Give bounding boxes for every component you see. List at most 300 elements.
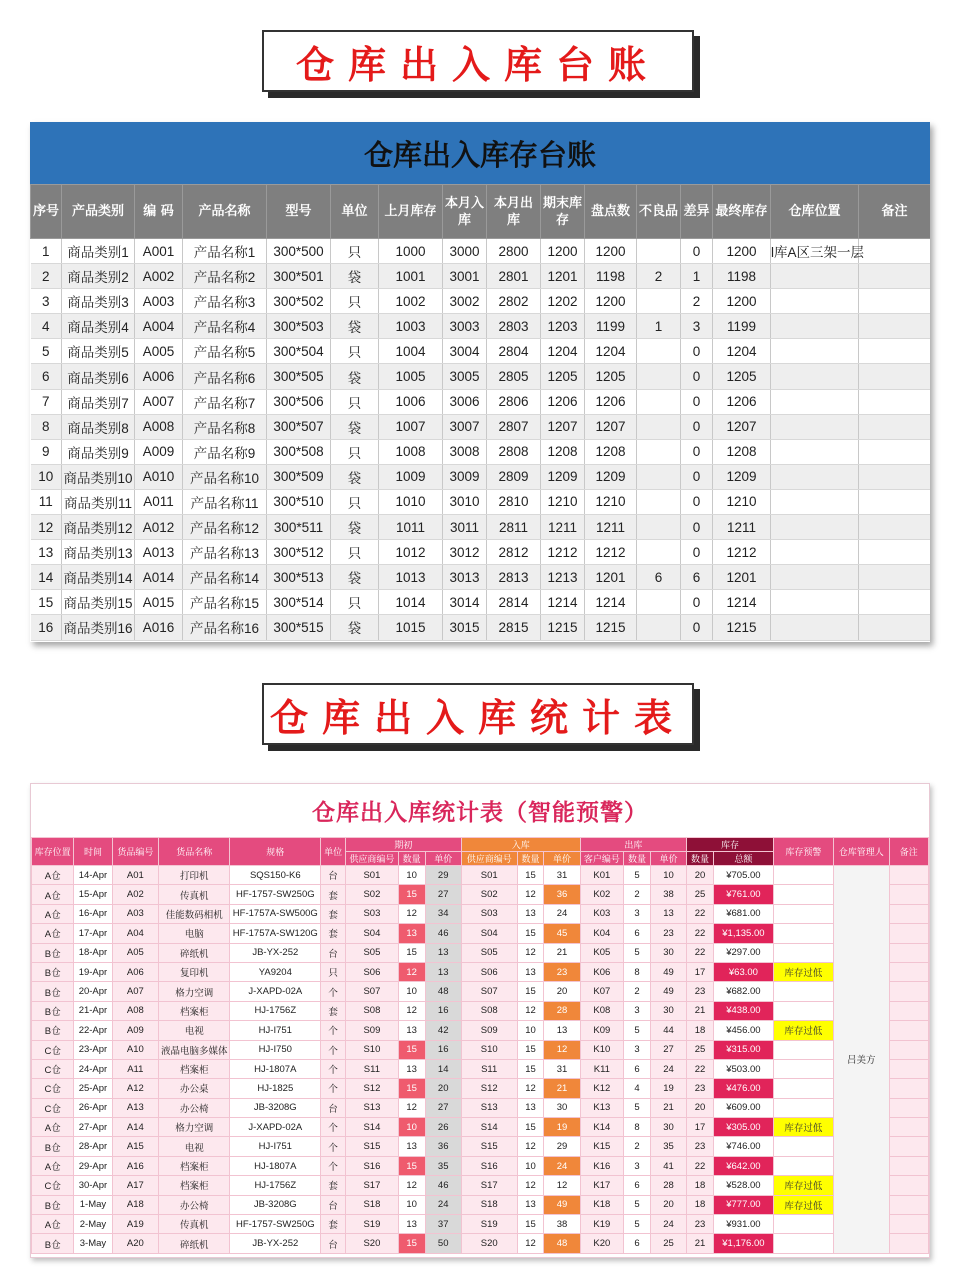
stats-cell-opening-qty[interactable]: 12 <box>398 1176 425 1195</box>
ledger-cell-remark[interactable] <box>859 264 931 289</box>
stats-cell-name[interactable]: 档案柜 <box>159 1059 230 1078</box>
stats-cell-spec[interactable]: YA9204 <box>230 962 321 981</box>
ledger-cell-in[interactable]: 3006 <box>443 389 487 414</box>
stats-cell-code[interactable]: A14 <box>112 1118 158 1137</box>
stats-cell-code[interactable]: A07 <box>112 982 158 1001</box>
stats-cell-stock-total[interactable]: ¥476.00 <box>713 1079 773 1098</box>
stats-cell-outbound-qty[interactable]: 2 <box>624 982 651 1001</box>
ledger-cell-final[interactable]: 1207 <box>713 414 771 439</box>
stats-cell-date[interactable]: 16-Apr <box>74 904 112 923</box>
stats-cell-name[interactable]: 电视 <box>159 1021 230 1040</box>
stats-cell-opening-supplier[interactable]: S13 <box>346 1098 399 1117</box>
ledger-cell-diff[interactable]: 0 <box>681 414 713 439</box>
stats-cell-alert[interactable]: 库存过低 <box>773 1195 833 1214</box>
ledger-cell-remark[interactable] <box>859 615 931 640</box>
stats-cell-spec[interactable]: J-XAPD-02A <box>230 982 321 1001</box>
stats-cell-inbound-qty[interactable]: 15 <box>517 924 544 943</box>
ledger-cell-remark[interactable] <box>859 364 931 389</box>
stats-cell-inbound-price[interactable]: 21 <box>544 943 580 962</box>
ledger-cell-category[interactable]: 商品类别10 <box>62 464 135 489</box>
ledger-cell-seq[interactable]: 9 <box>31 439 62 464</box>
stats-cell-unit[interactable]: 个 <box>321 1059 346 1078</box>
stats-cell-inbound-qty[interactable]: 15 <box>517 866 544 885</box>
stats-cell-opening-supplier[interactable]: S01 <box>346 866 399 885</box>
stats-cell-name[interactable]: 电脑 <box>159 924 230 943</box>
stats-cell-stock-qty[interactable]: 17 <box>687 1118 714 1137</box>
stats-cell-outbound-qty[interactable]: 2 <box>624 1137 651 1156</box>
ledger-cell-seq[interactable]: 1 <box>31 239 62 264</box>
stats-cell-stock-total[interactable]: ¥1,135.00 <box>713 924 773 943</box>
stats-cell-unit[interactable]: 台 <box>321 1234 346 1253</box>
stats-cell-inbound-qty[interactable]: 15 <box>517 1215 544 1234</box>
ledger-cell-closing[interactable]: 1215 <box>541 615 585 640</box>
stats-cell-inbound-price[interactable]: 48 <box>544 1234 580 1253</box>
ledger-cell-seq[interactable]: 2 <box>31 264 62 289</box>
ledger-cell-diff[interactable]: 0 <box>681 439 713 464</box>
ledger-cell-final[interactable]: 1200 <box>713 289 771 314</box>
stats-cell-opening-price[interactable]: 50 <box>425 1234 461 1253</box>
stats-cell-stock-qty[interactable]: 22 <box>687 1059 714 1078</box>
stats-cell-opening-supplier[interactable]: S07 <box>346 982 399 1001</box>
stats-cell-alert[interactable] <box>773 924 833 943</box>
stats-cell-unit[interactable]: 台 <box>321 866 346 885</box>
stats-cell-outbound-customer[interactable]: K01 <box>580 866 623 885</box>
stats-cell-outbound-price[interactable]: 27 <box>650 1040 686 1059</box>
stats-cell-spec[interactable]: JB-YX-252 <box>230 1234 321 1253</box>
ledger-cell-code[interactable]: A008 <box>135 414 183 439</box>
stats-cell-alert[interactable] <box>773 1156 833 1175</box>
stats-cell-inbound-qty[interactable]: 12 <box>517 1001 544 1020</box>
stats-cell-opening-price[interactable]: 34 <box>425 904 461 923</box>
ledger-cell-last-month[interactable]: 1000 <box>379 239 443 264</box>
stats-cell-outbound-qty[interactable]: 3 <box>624 1001 651 1020</box>
stats-cell-inbound-qty[interactable]: 15 <box>517 1118 544 1137</box>
stats-cell-outbound-price[interactable]: 35 <box>650 1137 686 1156</box>
ledger-cell-final[interactable]: 1212 <box>713 540 771 565</box>
stats-cell-code[interactable]: A09 <box>112 1021 158 1040</box>
ledger-cell-out[interactable]: 2805 <box>487 364 541 389</box>
stats-cell-inbound-price[interactable]: 36 <box>544 885 580 904</box>
ledger-cell-category[interactable]: 商品类别6 <box>62 364 135 389</box>
stats-cell-spec[interactable]: HJ-I751 <box>230 1021 321 1040</box>
stats-cell-alert[interactable] <box>773 982 833 1001</box>
stats-cell-unit[interactable]: 个 <box>321 1118 346 1137</box>
ledger-cell-counted[interactable]: 1204 <box>585 339 637 364</box>
ledger-cell-final[interactable]: 1211 <box>713 515 771 540</box>
stats-cell-code[interactable]: A11 <box>112 1059 158 1078</box>
ledger-cell-unit[interactable]: 袋 <box>331 615 379 640</box>
stats-cell-spec[interactable]: JB-3208G <box>230 1098 321 1117</box>
ledger-cell-in[interactable]: 3013 <box>443 565 487 590</box>
stats-cell-opening-supplier[interactable]: S05 <box>346 943 399 962</box>
ledger-cell-unit[interactable]: 只 <box>331 339 379 364</box>
stats-cell-opening-qty[interactable]: 15 <box>398 1156 425 1175</box>
stats-cell-opening-qty[interactable]: 10 <box>398 866 425 885</box>
ledger-cell-remark[interactable] <box>859 590 931 615</box>
ledger-cell-in[interactable]: 3007 <box>443 414 487 439</box>
ledger-cell-last-month[interactable]: 1004 <box>379 339 443 364</box>
ledger-cell-unit[interactable]: 只 <box>331 389 379 414</box>
stats-cell-opening-qty[interactable]: 12 <box>398 1098 425 1117</box>
ledger-cell-unit[interactable]: 只 <box>331 489 379 514</box>
stats-cell-stock-qty[interactable]: 18 <box>687 1176 714 1195</box>
ledger-cell-seq[interactable]: 16 <box>31 615 62 640</box>
stats-cell-opening-supplier[interactable]: S20 <box>346 1234 399 1253</box>
ledger-cell-defective[interactable]: 1 <box>637 314 681 339</box>
ledger-cell-location[interactable] <box>771 439 859 464</box>
ledger-cell-unit[interactable]: 袋 <box>331 515 379 540</box>
stats-cell-outbound-customer[interactable]: K08 <box>580 1001 623 1020</box>
stats-cell-inbound-qty[interactable]: 15 <box>517 1059 544 1078</box>
stats-cell-stock-qty[interactable]: 25 <box>687 885 714 904</box>
ledger-cell-out[interactable]: 2801 <box>487 264 541 289</box>
stats-cell-stock-qty[interactable]: 22 <box>687 904 714 923</box>
ledger-cell-out[interactable]: 2800 <box>487 239 541 264</box>
stats-cell-opening-price[interactable]: 26 <box>425 1118 461 1137</box>
stats-cell-opening-qty[interactable]: 10 <box>398 1195 425 1214</box>
stats-cell-name[interactable]: 佳能数码相机 <box>159 904 230 923</box>
stats-cell-opening-supplier[interactable]: S03 <box>346 904 399 923</box>
ledger-cell-out[interactable]: 2812 <box>487 540 541 565</box>
stats-cell-location[interactable]: A仓 <box>32 924 74 943</box>
stats-cell-remark[interactable] <box>889 1098 928 1117</box>
ledger-cell-unit[interactable]: 袋 <box>331 414 379 439</box>
stats-cell-unit[interactable]: 台 <box>321 943 346 962</box>
ledger-cell-model[interactable]: 300*508 <box>267 439 331 464</box>
stats-cell-unit[interactable]: 只 <box>321 962 346 981</box>
ledger-cell-final[interactable]: 1204 <box>713 339 771 364</box>
ledger-cell-category[interactable]: 商品类别4 <box>62 314 135 339</box>
stats-cell-inbound-supplier[interactable]: S03 <box>461 904 517 923</box>
ledger-cell-diff[interactable]: 0 <box>681 339 713 364</box>
ledger-cell-closing[interactable]: 1212 <box>541 540 585 565</box>
ledger-cell-code[interactable]: A007 <box>135 389 183 414</box>
ledger-cell-final[interactable]: 1215 <box>713 615 771 640</box>
stats-cell-opening-qty[interactable]: 15 <box>398 885 425 904</box>
ledger-cell-remark[interactable] <box>859 314 931 339</box>
stats-cell-outbound-customer[interactable]: K17 <box>580 1176 623 1195</box>
ledger-cell-diff[interactable]: 0 <box>681 464 713 489</box>
ledger-cell-seq[interactable]: 13 <box>31 540 62 565</box>
ledger-cell-remark[interactable] <box>859 565 931 590</box>
stats-cell-spec[interactable]: HJ-1756Z <box>230 1176 321 1195</box>
ledger-cell-defective[interactable] <box>637 389 681 414</box>
stats-cell-inbound-supplier[interactable]: S11 <box>461 1059 517 1078</box>
stats-cell-stock-qty[interactable]: 21 <box>687 1001 714 1020</box>
stats-cell-inbound-supplier[interactable]: S07 <box>461 982 517 1001</box>
stats-cell-inbound-price[interactable]: 23 <box>544 962 580 981</box>
ledger-cell-location[interactable] <box>771 314 859 339</box>
stats-cell-outbound-qty[interactable]: 5 <box>624 1098 651 1117</box>
stats-cell-spec[interactable]: HF-1757A-SW120G <box>230 924 321 943</box>
stats-cell-opening-price[interactable]: 37 <box>425 1215 461 1234</box>
ledger-cell-name[interactable]: 产品名称15 <box>183 590 267 615</box>
stats-cell-stock-total[interactable]: ¥609.00 <box>713 1098 773 1117</box>
ledger-cell-counted[interactable]: 1210 <box>585 489 637 514</box>
ledger-cell-in[interactable]: 3014 <box>443 590 487 615</box>
ledger-cell-code[interactable]: A016 <box>135 615 183 640</box>
stats-cell-opening-supplier[interactable]: S04 <box>346 924 399 943</box>
stats-cell-location[interactable]: C仓 <box>32 1079 74 1098</box>
stats-cell-opening-supplier[interactable]: S11 <box>346 1059 399 1078</box>
ledger-cell-location[interactable] <box>771 540 859 565</box>
ledger-cell-category[interactable]: 商品类别11 <box>62 489 135 514</box>
ledger-cell-diff[interactable]: 0 <box>681 615 713 640</box>
ledger-cell-diff[interactable]: 0 <box>681 239 713 264</box>
stats-cell-unit[interactable]: 套 <box>321 1176 346 1195</box>
stats-cell-outbound-price[interactable]: 24 <box>650 1059 686 1078</box>
stats-cell-outbound-price[interactable]: 25 <box>650 1234 686 1253</box>
stats-cell-code[interactable]: A10 <box>112 1040 158 1059</box>
stats-cell-opening-supplier[interactable]: S10 <box>346 1040 399 1059</box>
stats-cell-date[interactable]: 15-Apr <box>74 885 112 904</box>
stats-cell-date[interactable]: 22-Apr <box>74 1021 112 1040</box>
stats-cell-stock-qty[interactable]: 25 <box>687 1040 714 1059</box>
ledger-cell-last-month[interactable]: 1006 <box>379 389 443 414</box>
stats-cell-name[interactable]: 复印机 <box>159 962 230 981</box>
stats-cell-outbound-price[interactable]: 23 <box>650 924 686 943</box>
stats-cell-code[interactable]: A12 <box>112 1079 158 1098</box>
ledger-cell-diff[interactable]: 0 <box>681 540 713 565</box>
ledger-cell-closing[interactable]: 1211 <box>541 515 585 540</box>
ledger-cell-model[interactable]: 300*500 <box>267 239 331 264</box>
ledger-cell-defective[interactable] <box>637 464 681 489</box>
stats-cell-inbound-price[interactable]: 30 <box>544 1098 580 1117</box>
stats-cell-outbound-price[interactable]: 30 <box>650 1001 686 1020</box>
stats-cell-alert[interactable]: 库存过低 <box>773 1176 833 1195</box>
stats-cell-opening-price[interactable]: 46 <box>425 924 461 943</box>
ledger-cell-counted[interactable]: 1206 <box>585 389 637 414</box>
stats-cell-remark[interactable] <box>889 943 928 962</box>
stats-cell-spec[interactable]: J-XAPD-02A <box>230 1118 321 1137</box>
ledger-cell-in[interactable]: 3008 <box>443 439 487 464</box>
stats-cell-outbound-price[interactable]: 49 <box>650 982 686 1001</box>
stats-cell-spec[interactable]: HJ-1807A <box>230 1156 321 1175</box>
stats-cell-unit[interactable]: 个 <box>321 1040 346 1059</box>
ledger-cell-last-month[interactable]: 1013 <box>379 565 443 590</box>
ledger-cell-remark[interactable] <box>859 289 931 314</box>
stats-cell-alert[interactable] <box>773 1098 833 1117</box>
stats-cell-inbound-supplier[interactable]: S04 <box>461 924 517 943</box>
ledger-cell-last-month[interactable]: 1012 <box>379 540 443 565</box>
stats-cell-location[interactable]: B仓 <box>32 962 74 981</box>
ledger-cell-unit[interactable]: 只 <box>331 590 379 615</box>
stats-cell-date[interactable]: 29-Apr <box>74 1156 112 1175</box>
stats-cell-location[interactable]: B仓 <box>32 1195 74 1214</box>
stats-cell-location[interactable]: C仓 <box>32 1176 74 1195</box>
stats-cell-opening-price[interactable]: 27 <box>425 1098 461 1117</box>
stats-cell-location[interactable]: B仓 <box>32 1021 74 1040</box>
stats-cell-opening-price[interactable]: 16 <box>425 1040 461 1059</box>
ledger-cell-in[interactable]: 3004 <box>443 339 487 364</box>
stats-cell-outbound-price[interactable]: 41 <box>650 1156 686 1175</box>
stats-cell-date[interactable]: 25-Apr <box>74 1079 112 1098</box>
ledger-cell-counted[interactable]: 1215 <box>585 615 637 640</box>
stats-cell-opening-supplier[interactable]: S09 <box>346 1021 399 1040</box>
stats-cell-stock-total[interactable]: ¥305.00 <box>713 1118 773 1137</box>
ledger-cell-unit[interactable]: 袋 <box>331 364 379 389</box>
stats-cell-inbound-qty[interactable]: 13 <box>517 962 544 981</box>
ledger-cell-location[interactable]: l库A区三架一层 <box>771 239 859 264</box>
stats-cell-inbound-qty[interactable]: 15 <box>517 982 544 1001</box>
ledger-cell-closing[interactable]: 1200 <box>541 239 585 264</box>
ledger-cell-seq[interactable]: 5 <box>31 339 62 364</box>
stats-cell-spec[interactable]: JB-3208G <box>230 1195 321 1214</box>
stats-cell-inbound-price[interactable]: 21 <box>544 1079 580 1098</box>
ledger-cell-out[interactable]: 2804 <box>487 339 541 364</box>
ledger-cell-last-month[interactable]: 1010 <box>379 489 443 514</box>
stats-cell-opening-price[interactable]: 48 <box>425 982 461 1001</box>
stats-cell-outbound-price[interactable]: 30 <box>650 943 686 962</box>
stats-cell-opening-qty[interactable]: 12 <box>398 904 425 923</box>
ledger-cell-out[interactable]: 2810 <box>487 489 541 514</box>
stats-cell-name[interactable]: 液晶电脑多媒体 <box>159 1040 230 1059</box>
stats-cell-opening-price[interactable]: 24 <box>425 1195 461 1214</box>
ledger-cell-in[interactable]: 3012 <box>443 540 487 565</box>
stats-cell-remark[interactable] <box>889 885 928 904</box>
ledger-cell-name[interactable]: 产品名称3 <box>183 289 267 314</box>
stats-cell-alert[interactable] <box>773 1137 833 1156</box>
stats-cell-opening-supplier[interactable]: S02 <box>346 885 399 904</box>
ledger-cell-defective[interactable] <box>637 339 681 364</box>
ledger-cell-in[interactable]: 3009 <box>443 464 487 489</box>
stats-cell-inbound-supplier[interactable]: S09 <box>461 1021 517 1040</box>
ledger-cell-name[interactable]: 产品名称7 <box>183 389 267 414</box>
stats-cell-stock-qty[interactable]: 22 <box>687 924 714 943</box>
stats-cell-date[interactable]: 21-Apr <box>74 1001 112 1020</box>
stats-cell-opening-price[interactable]: 29 <box>425 866 461 885</box>
stats-cell-location[interactable]: B仓 <box>32 982 74 1001</box>
stats-cell-opening-price[interactable]: 13 <box>425 962 461 981</box>
stats-cell-opening-qty[interactable]: 13 <box>398 924 425 943</box>
stats-cell-inbound-qty[interactable]: 12 <box>517 885 544 904</box>
ledger-cell-unit[interactable]: 袋 <box>331 314 379 339</box>
stats-cell-outbound-price[interactable]: 28 <box>650 1176 686 1195</box>
stats-cell-opening-price[interactable]: 16 <box>425 1001 461 1020</box>
ledger-cell-last-month[interactable]: 1007 <box>379 414 443 439</box>
stats-cell-inbound-supplier[interactable]: S16 <box>461 1156 517 1175</box>
ledger-cell-counted[interactable]: 1214 <box>585 590 637 615</box>
stats-cell-opening-supplier[interactable]: S17 <box>346 1176 399 1195</box>
stats-cell-unit[interactable]: 个 <box>321 1137 346 1156</box>
ledger-cell-seq[interactable]: 12 <box>31 515 62 540</box>
stats-cell-code[interactable]: A06 <box>112 962 158 981</box>
stats-cell-code[interactable]: A16 <box>112 1156 158 1175</box>
stats-cell-date[interactable]: 23-Apr <box>74 1040 112 1059</box>
stats-cell-stock-total[interactable]: ¥297.00 <box>713 943 773 962</box>
ledger-cell-location[interactable] <box>771 515 859 540</box>
stats-cell-stock-total[interactable]: ¥761.00 <box>713 885 773 904</box>
ledger-cell-name[interactable]: 产品名称1 <box>183 239 267 264</box>
stats-cell-inbound-qty[interactable]: 12 <box>517 1137 544 1156</box>
stats-cell-inbound-supplier[interactable]: S17 <box>461 1176 517 1195</box>
ledger-cell-name[interactable]: 产品名称10 <box>183 464 267 489</box>
ledger-cell-last-month[interactable]: 1002 <box>379 289 443 314</box>
stats-cell-name[interactable]: 传真机 <box>159 885 230 904</box>
stats-cell-outbound-customer[interactable]: K14 <box>580 1118 623 1137</box>
stats-cell-inbound-supplier[interactable]: S14 <box>461 1118 517 1137</box>
ledger-cell-code[interactable]: A003 <box>135 289 183 314</box>
stats-cell-name[interactable]: 档案柜 <box>159 1001 230 1020</box>
stats-cell-outbound-customer[interactable]: K02 <box>580 885 623 904</box>
stats-cell-location[interactable]: C仓 <box>32 1059 74 1078</box>
ledger-cell-counted[interactable]: 1207 <box>585 414 637 439</box>
stats-cell-outbound-price[interactable]: 10 <box>650 866 686 885</box>
ledger-cell-name[interactable]: 产品名称14 <box>183 565 267 590</box>
stats-cell-opening-supplier[interactable]: S16 <box>346 1156 399 1175</box>
stats-cell-opening-price[interactable]: 36 <box>425 1137 461 1156</box>
ledger-cell-location[interactable] <box>771 489 859 514</box>
ledger-cell-name[interactable]: 产品名称13 <box>183 540 267 565</box>
stats-cell-date[interactable]: 2-May <box>74 1215 112 1234</box>
stats-cell-stock-qty[interactable]: 20 <box>687 1098 714 1117</box>
stats-cell-alert[interactable] <box>773 1215 833 1234</box>
stats-cell-outbound-customer[interactable]: K03 <box>580 904 623 923</box>
stats-cell-code[interactable]: A18 <box>112 1195 158 1214</box>
stats-cell-name[interactable]: 档案柜 <box>159 1156 230 1175</box>
ledger-cell-unit[interactable]: 只 <box>331 239 379 264</box>
stats-cell-inbound-qty[interactable]: 13 <box>517 1195 544 1214</box>
stats-cell-remark[interactable] <box>889 904 928 923</box>
ledger-cell-seq[interactable]: 11 <box>31 489 62 514</box>
stats-cell-opening-qty[interactable]: 15 <box>398 1079 425 1098</box>
ledger-cell-out[interactable]: 2814 <box>487 590 541 615</box>
ledger-cell-last-month[interactable]: 1014 <box>379 590 443 615</box>
ledger-cell-code[interactable]: A013 <box>135 540 183 565</box>
stats-cell-stock-total[interactable]: ¥705.00 <box>713 866 773 885</box>
ledger-cell-code[interactable]: A004 <box>135 314 183 339</box>
ledger-cell-remark[interactable] <box>859 540 931 565</box>
stats-cell-outbound-qty[interactable]: 3 <box>624 904 651 923</box>
stats-cell-stock-qty[interactable]: 23 <box>687 1079 714 1098</box>
stats-cell-inbound-price[interactable]: 24 <box>544 1156 580 1175</box>
stats-cell-opening-supplier[interactable]: S08 <box>346 1001 399 1020</box>
stats-cell-remark[interactable] <box>889 1040 928 1059</box>
stats-cell-inbound-qty[interactable]: 15 <box>517 1040 544 1059</box>
stats-cell-remark[interactable] <box>889 1215 928 1234</box>
ledger-cell-category[interactable]: 商品类别8 <box>62 414 135 439</box>
stats-cell-stock-total[interactable]: ¥315.00 <box>713 1040 773 1059</box>
stats-cell-unit[interactable]: 个 <box>321 1021 346 1040</box>
ledger-cell-seq[interactable]: 6 <box>31 364 62 389</box>
ledger-cell-final[interactable]: 1198 <box>713 264 771 289</box>
stats-cell-unit[interactable]: 个 <box>321 982 346 1001</box>
stats-cell-alert[interactable] <box>773 1059 833 1078</box>
stats-cell-outbound-customer[interactable]: K07 <box>580 982 623 1001</box>
stats-cell-opening-qty[interactable]: 15 <box>398 1234 425 1253</box>
stats-cell-stock-total[interactable]: ¥438.00 <box>713 1001 773 1020</box>
stats-cell-inbound-price[interactable]: 24 <box>544 904 580 923</box>
stats-cell-date[interactable]: 26-Apr <box>74 1098 112 1117</box>
stats-cell-inbound-price[interactable]: 31 <box>544 1059 580 1078</box>
ledger-cell-category[interactable]: 商品类别3 <box>62 289 135 314</box>
ledger-cell-seq[interactable]: 4 <box>31 314 62 339</box>
stats-cell-alert[interactable] <box>773 1234 833 1253</box>
stats-cell-remark[interactable] <box>889 1234 928 1253</box>
ledger-cell-last-month[interactable]: 1005 <box>379 364 443 389</box>
stats-cell-opening-supplier[interactable]: S18 <box>346 1195 399 1214</box>
ledger-cell-location[interactable] <box>771 289 859 314</box>
ledger-cell-final[interactable]: 1209 <box>713 464 771 489</box>
stats-cell-stock-total[interactable]: ¥931.00 <box>713 1215 773 1234</box>
stats-cell-outbound-customer[interactable]: K12 <box>580 1079 623 1098</box>
stats-cell-unit[interactable]: 套 <box>321 885 346 904</box>
stats-cell-name[interactable]: 碎纸机 <box>159 1234 230 1253</box>
stats-cell-alert[interactable]: 库存过低 <box>773 1021 833 1040</box>
ledger-cell-model[interactable]: 300*515 <box>267 615 331 640</box>
stats-cell-date[interactable]: 28-Apr <box>74 1137 112 1156</box>
stats-cell-stock-total[interactable]: ¥681.00 <box>713 904 773 923</box>
